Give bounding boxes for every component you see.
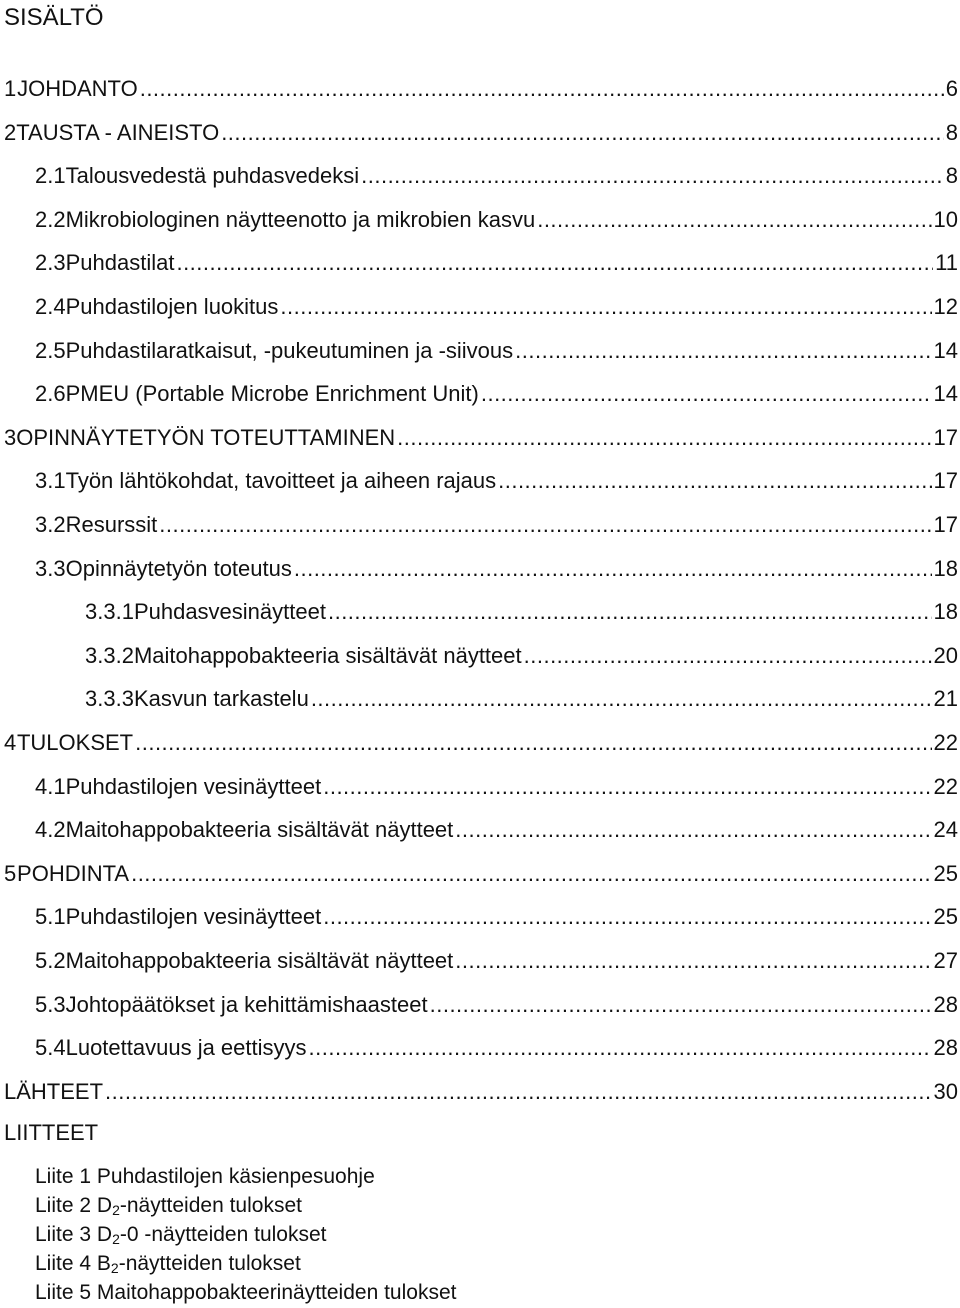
toc-entry-title: Maitohappobakteeria sisältävät näytteet	[133, 643, 522, 668]
toc-entry[interactable]	[85, 598, 958, 626]
toc-entry-title: TAUSTA - AINEISTO	[16, 120, 220, 145]
appendix-sample-letter: B	[96, 1252, 111, 1275]
appendix-item[interactable]	[35, 1220, 456, 1249]
toc-entry[interactable]	[4, 1078, 958, 1106]
toc-dot-leader	[481, 380, 932, 408]
toc-dot-leader	[524, 642, 932, 670]
toc-entry-page: 12	[933, 294, 958, 319]
page-title: SISÄLTÖ	[4, 4, 104, 31]
toc-entry-title: Puhdasvesinäytteet	[133, 599, 326, 624]
toc-entry-page: 24	[933, 817, 958, 842]
toc-entry-page: 20	[933, 643, 958, 668]
appendix-item[interactable]	[35, 1162, 456, 1191]
appendix-label: Liite 4	[35, 1252, 92, 1275]
toc-entry-page: 6	[945, 76, 958, 101]
toc-entry-number: 2.1	[35, 163, 66, 188]
toc-dot-leader	[105, 1078, 931, 1106]
toc-entry-page: 14	[933, 338, 958, 363]
toc-entry-title: Johtopäätökset ja kehittämishaasteet	[65, 992, 428, 1017]
toc-entry[interactable]	[35, 1034, 958, 1062]
appendix-subscript: 2	[112, 1202, 120, 1218]
toc-entry-title: OPINNÄYTETYÖN TOTEUTTAMINEN	[16, 425, 396, 450]
toc-entry-page: 11	[935, 250, 958, 275]
toc-entry[interactable]	[35, 162, 958, 190]
toc-entry[interactable]	[35, 380, 958, 408]
appendix-text: -näytteiden tulokset	[118, 1252, 301, 1275]
toc-entry-number: 2.5	[35, 338, 66, 363]
toc-dot-leader	[455, 947, 931, 975]
toc-entry-title: Mikrobiologinen näytteenotto ja mikrobien kasvu	[65, 207, 536, 232]
toc-entry[interactable]	[85, 685, 958, 713]
toc-entry-page: 28	[933, 1035, 958, 1060]
toc-entry-number: 2.2	[35, 207, 66, 232]
toc-entry-title: Resurssit	[65, 512, 158, 537]
appendix-text: Maitohappobakteerinäytteiden tulokset	[96, 1281, 457, 1304]
toc-entry-title: POHDINTA	[17, 861, 130, 886]
appendix-label: Liite 5	[35, 1281, 92, 1304]
toc-dot-leader	[323, 773, 931, 801]
appendix-text: -näytteiden tulokset	[119, 1194, 302, 1217]
appendix-list	[35, 1162, 456, 1307]
toc-entry[interactable]	[35, 773, 958, 801]
toc-entry-page: 25	[933, 904, 958, 929]
toc-entry-number: 5.1	[35, 904, 66, 929]
toc-dot-leader	[323, 903, 931, 931]
toc-dot-leader	[140, 75, 944, 103]
toc-entry-page: 28	[933, 992, 958, 1017]
toc-entry-page: 18	[933, 599, 958, 624]
appendix-subscript: 2	[110, 1260, 119, 1276]
toc-entry-number: 5.2	[35, 948, 66, 973]
toc-entry[interactable]	[35, 511, 958, 539]
toc-entry-number: 4.1	[35, 774, 66, 799]
toc-entry-number: 2.6	[35, 381, 66, 406]
toc-dot-leader	[159, 511, 931, 539]
toc-entry-page: 8	[945, 163, 958, 188]
toc-entry-page: 30	[933, 1079, 958, 1104]
toc-dot-leader	[361, 162, 944, 190]
appendix-text: Puhdastilojen käsienpesuohje	[96, 1165, 375, 1188]
toc-dot-leader	[309, 1034, 932, 1062]
toc-entry-number: 4.2	[35, 817, 66, 842]
toc-entry[interactable]	[35, 816, 958, 844]
toc-entry[interactable]	[35, 249, 958, 277]
appendix-item[interactable]	[35, 1278, 456, 1307]
appendix-label: Liite 3	[35, 1223, 92, 1246]
toc-dot-leader	[397, 424, 931, 452]
toc-entry[interactable]	[35, 337, 958, 365]
appendix-label: Liite 1	[35, 1165, 92, 1188]
toc-entry-number: 3.2	[35, 512, 66, 537]
toc-entry-number: 2.3	[35, 250, 66, 275]
toc-entry-title: Maitohappobakteeria sisältävät näytteet	[65, 948, 454, 973]
toc-entry[interactable]	[35, 947, 958, 975]
toc-entry-number: 3.3.1	[85, 599, 134, 624]
toc-entry-title: Puhdastilojen vesinäytteet	[65, 904, 322, 929]
toc-entry-number: 5.4	[35, 1035, 66, 1060]
toc-dot-leader	[131, 860, 931, 888]
toc-dot-leader	[537, 206, 931, 234]
toc-entry[interactable]	[85, 642, 958, 670]
toc-dot-leader	[455, 816, 931, 844]
toc-dot-leader	[294, 555, 932, 583]
toc-entry-number: 2.4	[35, 294, 66, 319]
toc-entry[interactable]	[35, 467, 958, 495]
toc-entry-page: 22	[933, 774, 958, 799]
appendix-title: LIITTEET	[4, 1120, 99, 1145]
toc-entry-title: Luotettavuus ja eettisyys	[65, 1035, 307, 1060]
toc-entry-title: TULOKSET	[16, 730, 134, 755]
toc-entry-number: 3	[4, 425, 17, 450]
toc-entry-page: 17	[933, 425, 958, 450]
toc-entry-number: 3.3.3	[85, 686, 134, 711]
toc-dot-leader	[176, 249, 933, 277]
toc-entry-number: 5.3	[35, 992, 66, 1017]
toc-entry-title: PMEU (Portable Microbe Enrichment Unit)	[65, 381, 479, 406]
toc-entry-title: Opinnäytetyön toteutus	[65, 556, 292, 581]
toc-entry-title: Puhdastilaratkaisut, -pukeutuminen ja -siivous	[65, 338, 514, 363]
toc-entry[interactable]	[4, 860, 958, 888]
toc-entry-number: 1	[4, 76, 17, 101]
toc-entry-title: Työn lähtökohdat, tavoitteet ja aiheen rajaus	[65, 468, 497, 493]
toc-entry[interactable]	[4, 75, 958, 103]
toc-dot-leader	[430, 991, 932, 1019]
toc-entry-number: 2	[4, 120, 17, 145]
toc-entry-page: 8	[945, 120, 958, 145]
toc-entry[interactable]	[4, 119, 958, 147]
toc-dot-leader	[311, 685, 932, 713]
toc-entry-page: 14	[933, 381, 958, 406]
toc-entry-title: JOHDANTO	[17, 76, 138, 101]
toc-entry-page: 25	[933, 861, 958, 886]
toc-dot-leader	[515, 337, 931, 365]
toc-entry-number: 5	[4, 861, 17, 886]
appendix-sample-letter: D	[96, 1194, 113, 1217]
toc-entry-title: Puhdastilojen vesinäytteet	[65, 774, 322, 799]
toc-dot-leader	[280, 293, 931, 321]
appendix-item[interactable]	[35, 1249, 456, 1278]
toc-entry-title: Puhdastilat	[65, 250, 175, 275]
toc-entry-page: 22	[933, 730, 958, 755]
toc-entry-number: 4	[4, 730, 17, 755]
appendix-item[interactable]	[35, 1191, 456, 1220]
toc-entry-number: 3.1	[35, 468, 66, 493]
appendix-label: Liite 2	[35, 1194, 92, 1217]
toc-entry[interactable]	[35, 903, 958, 931]
toc-entry-number: 3.3	[35, 556, 66, 581]
toc-entry[interactable]	[35, 206, 958, 234]
toc-entry[interactable]	[35, 991, 958, 1019]
toc-dot-leader	[328, 598, 932, 626]
toc-entry-title: Puhdastilojen luokitus	[65, 294, 279, 319]
toc-entry-title: Kasvun tarkastelu	[133, 686, 309, 711]
toc-entry-page: 27	[933, 948, 958, 973]
toc-entry-page: 10	[933, 207, 958, 232]
toc-entry-page: 18	[933, 556, 958, 581]
toc-dot-leader	[221, 119, 944, 147]
toc-entry[interactable]	[35, 293, 958, 321]
toc-entry[interactable]	[4, 729, 958, 757]
toc-entry[interactable]	[35, 555, 958, 583]
toc-entry-page: 21	[933, 686, 958, 711]
toc-entry-title: Talousvedestä puhdasvedeksi	[65, 163, 360, 188]
appendix-subscript: 2	[112, 1231, 120, 1247]
toc-entry-title: Maitohappobakteeria sisältävät näytteet	[65, 817, 454, 842]
appendix-text: -0 -näytteiden tulokset	[119, 1223, 327, 1246]
toc-dot-leader	[498, 467, 931, 495]
toc-dot-leader	[135, 729, 931, 757]
toc-entry-title: LÄHTEET	[4, 1079, 104, 1104]
appendix-sample-letter: D	[96, 1223, 113, 1246]
toc-entry[interactable]	[4, 424, 958, 452]
toc-entry-number: 3.3.2	[85, 643, 134, 668]
toc-entry-page: 17	[933, 468, 958, 493]
toc-entry-page: 17	[933, 512, 958, 537]
